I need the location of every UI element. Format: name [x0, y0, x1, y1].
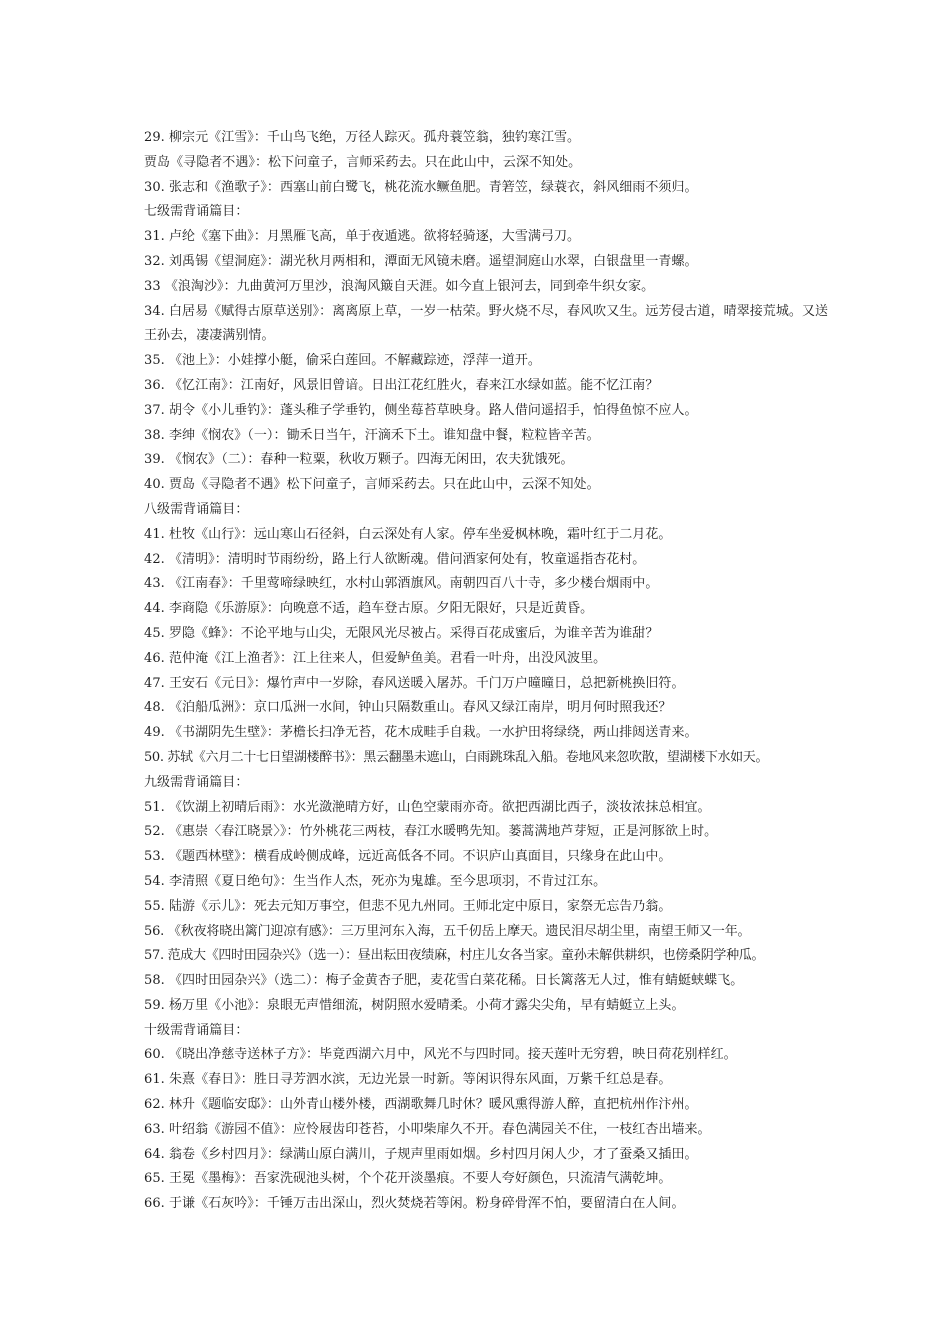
document-body — [144, 126, 834, 1217]
poem-line: 51. 《饮湖上初晴后雨》：水光潋滟晴方好，山色空蒙雨亦奇。欲把西湖比西子，淡妆浓抹总相宜。 — [144, 799, 711, 815]
poem-line: 41. 杜牧《山行》：远山寒山石径斜，白云深处有人家。停车坐爱枫林晚，霜叶红于二月花。 — [144, 526, 672, 542]
poem-line: 43. 《江南春》：千里莺啼绿映红，水村山郭酒旗风。南朝四百八十寺，多少楼台烟雨中。 — [144, 576, 659, 592]
poem-line: 33 《浪淘沙》：九曲黄河万里沙，浪淘风簸自天涯。如今直上银河去，同到牵牛织女家。 — [144, 278, 655, 294]
poem-line: 66. 于谦《石灰吟》：千锤万击出深山，烈火焚烧若等闲。粉身碎骨浑不怕，要留清白在人间。 — [144, 1196, 685, 1212]
poem-line: 55. 陆游《示儿》：死去元知万事空，但悲不见九州同。王师北定中原日，家祭无忘告乃翁。 — [144, 898, 672, 914]
poem-line: 49. 《书湖阴先生壁》：茅檐长扫净无苔，花木成畦手自栽。一水护田将绿绕，两山排闼送青来。 — [144, 725, 698, 741]
poem-line: 30. 张志和《渔歌子》：西塞山前白鹭飞，桃花流水鳜鱼肥。青箬笠，绿蓑衣，斜风细雨不须归。 — [144, 179, 698, 195]
poem-line: 65. 王冕《墨梅》：吾家洗砚池头树，个个花开淡墨痕。不要人夸好颜色，只流清气满乾坤。 — [144, 1171, 672, 1187]
section-heading: 七级需背诵篇目： — [144, 204, 249, 220]
poem-line: 52. 《惠崇〈春江晓景〉》：竹外桃花三两枝，春江水暖鸭先知。蒌蒿满地芦芽短，正是河豚欲上时。 — [144, 824, 718, 840]
poem-line: 42. 《清明》：清明时节雨纷纷，路上行人欲断魂。借问酒家何处有，牧童遥指杏花村。 — [144, 551, 646, 567]
poem-line: 40. 贾岛《寻隐者不遇》松下问童子，言师采药去。只在此山中，云深不知处。 — [144, 477, 600, 493]
section-heading: 十级需背诵篇目： — [144, 1022, 249, 1038]
poem-line: 45. 罗隐《蜂》：不论平地与山尖，无限风光尽被占。采得百花成蜜后，为谁辛苦为谁甜？ — [144, 625, 659, 641]
poem-line: 62. 林升《题临安邸》：山外青山楼外楼，西湖歌舞几时休？暖风熏得游人醉，直把杭州作汴州。 — [144, 1097, 698, 1113]
section-heading: 九级需背诵篇目： — [144, 774, 249, 790]
poem-line: 59. 杨万里《小池》：泉眼无声惜细流，树阴照水爱晴柔。小荷才露尖尖角，早有蜻蜓立上头。 — [144, 997, 685, 1013]
poem-line: 47. 王安石《元日》：爆竹声中一岁除，春风送暖入屠苏。千门万户曈曈日，总把新桃换旧符。 — [144, 675, 685, 691]
poem-line: 46. 范仲淹《江上渔者》：江上往来人，但爱鲈鱼美。君看一叶舟，出没风波里。 — [144, 650, 607, 666]
poem-line: 32. 刘禹锡《望洞庭》：湖光秋月两相和，潭面无风镜未磨。遥望洞庭山水翠，白银盘里一青螺。 — [144, 253, 698, 269]
section-heading: 八级需背诵篇目： — [144, 501, 249, 517]
poem-line: 61. 朱熹《春日》：胜日寻芳泗水滨，无边光景一时新。等闲识得东风面，万紫千红总是春。 — [144, 1072, 672, 1088]
poem-line: 39. 《悯农》（二）：春种一粒粟，秋收万颗子。四海无闲田，农夫犹饿死。 — [144, 452, 574, 468]
poem-line: 60. 《晓出净慈寺送林子方》：毕竟西湖六月中，风光不与四时同。接天莲叶无穷碧，映日荷花别样红。 — [144, 1047, 737, 1063]
poem-line: 贾岛《寻隐者不遇》：松下问童子，言师采药去。只在此山中，云深不知处。 — [144, 154, 582, 170]
poem-line: 54. 李清照《夏日绝句》：生当作人杰，死亦为鬼雄。至今思项羽，不肯过江东。 — [144, 873, 607, 889]
poem-line: 44. 李商隐《乐游原》：向晚意不适，趋车登古原。夕阳无限好，只是近黄昏。 — [144, 601, 594, 617]
poem-line: 58. 《四时田园杂兴》（选二）：梅子金黄杏子肥，麦花雪白菜花稀。日长篱落无人过，惟有蜻蜓蛱蝶飞。 — [144, 973, 744, 989]
poem-line: 64. 翁卷《乡村四月》：绿满山原白满川，子规声里雨如烟。乡村四月闲人少，才了蚕桑又插田。 — [144, 1146, 698, 1162]
poem-line: 53. 《题西林壁》：横看成岭侧成峰，远近高低各不同。不识庐山真面目，只缘身在此山中。 — [144, 849, 672, 865]
poem-line: 63. 叶绍翁《游园不值》：应怜屐齿印苍苔，小叩柴扉久不开。春色满园关不住，一枝红杏出墙来。 — [144, 1121, 711, 1137]
poem-line: 36. 《忆江南》：江南好，风景旧曾谙。日出江花红胜火，春来江水绿如蓝。能不忆江南？ — [144, 377, 659, 393]
poem-line: 56. 《秋夜将晓出篱门迎凉有感》：三万里河东入海，五千仞岳上摩天。遗民泪尽胡尘里，南望王师又一年。 — [144, 923, 751, 939]
poem-line: 34. 白居易《赋得古原草送别》：离离原上草，一岁一枯荣。野火烧不尽，春风吹又生。远芳侵古道，晴翠接荒城。又送王孙去，凄凄满别情。 — [144, 303, 829, 344]
poem-line: 48. 《泊船瓜洲》：京口瓜洲一水间，钟山只隔数重山。春风又绿江南岸，明月何时照我还？ — [144, 700, 672, 716]
poem-line: 29. 柳宗元《江雪》：千山鸟飞绝，万径人踪灭。孤舟蓑笠翁，独钓寒江雪。 — [144, 130, 581, 145]
poem-line: 37. 胡令《小儿垂钓》：蓬头稚子学垂钓，侧坐莓苔草映身。路人借问遥招手，怕得鱼惊不应人。 — [144, 402, 698, 418]
poem-line: 57. 范成大《四时田园杂兴》（选一）：昼出耘田夜绩麻，村庄儿女各当家。童孙未解供耕织，也傍桑阴学种瓜。 — [144, 948, 765, 964]
poem-line: 50. 苏轼《六月二十七日望湖楼醉书》：黑云翻墨未遮山，白雨跳珠乱入船。卷地风来忽吹散，望湖楼下水如天。 — [144, 749, 769, 765]
poem-line: 35. 《池上》：小娃撑小艇，偷采白莲回。不解藏踪迹，浮萍一道开。 — [144, 353, 541, 369]
poem-line: 38. 李绅《悯农》（一）：锄禾日当午，汗滴禾下土。谁知盘中餐，粒粒皆辛苦。 — [144, 427, 600, 443]
poem-line: 31. 卢纶《塞下曲》：月黑雁飞高，单于夜遁逃。欲将轻骑逐，大雪满弓刀。 — [144, 229, 581, 245]
